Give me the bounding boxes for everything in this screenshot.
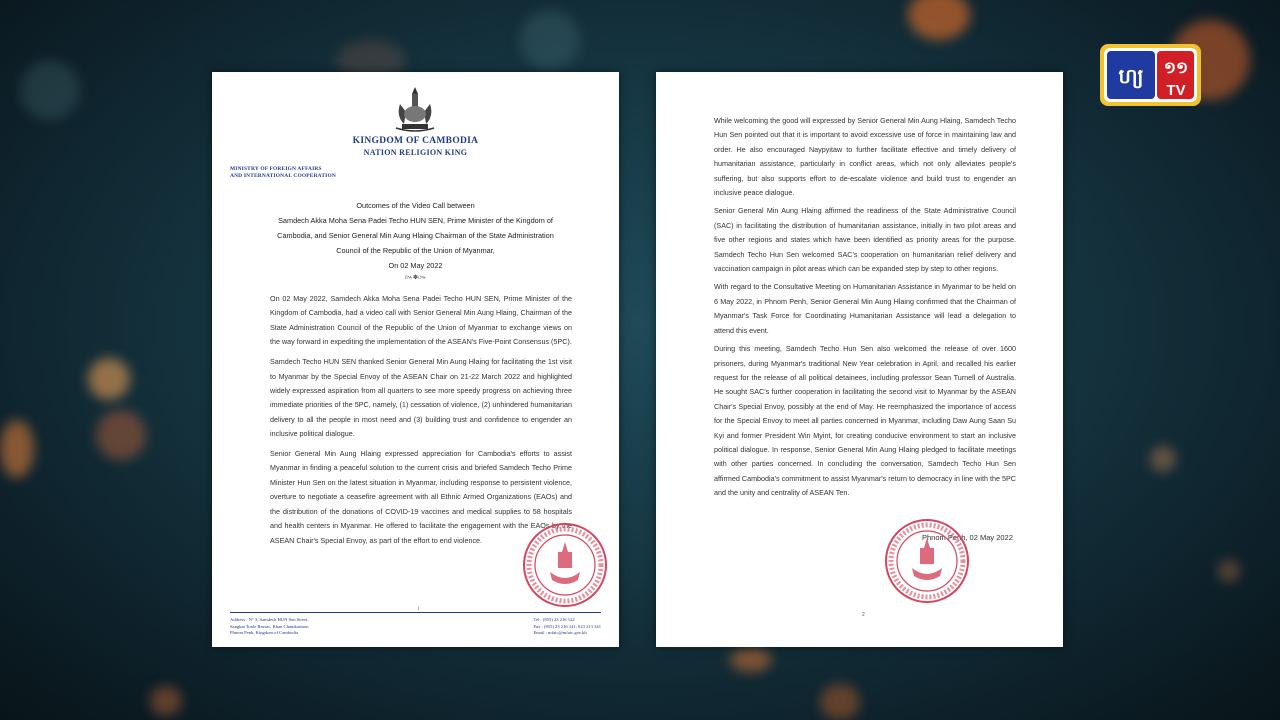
document-title (242, 198, 589, 273)
document-page-2 (656, 72, 1063, 647)
bokeh-light (730, 648, 772, 672)
bokeh-light (1218, 560, 1240, 582)
footer-contact (534, 617, 602, 637)
footer-line: Fax : (855) 23 216 141, 023 213 341 (533, 623, 601, 629)
logo-tv: TV (1166, 82, 1186, 99)
bokeh-light (1150, 446, 1176, 472)
title-line: On 02 May 2022 (388, 261, 443, 270)
paragraph: Senior General Min Aung Hlaing expressed appreciation for Cambodia's efforts to assist Myanmar in finding a peaceful solution to the current crisis and briefed Samdech Techo Prime Minister Hun Sen on the latest situation in Myanmar, including response to persistent violence, overture to negotiate a ceasefire agreement with all Ethnic Armed Organizations (EAOs) and the distribution of the donations of COVID-19 vaccines and medical supplies to 58 hospitals and health centers in Myanmar. He offered to facilitate the engagement with the EAOs by the ASEAN Chair's Special Envoy, as part of the effort to end violence. (270, 449, 572, 545)
bokeh-light (908, 0, 970, 40)
letterhead-footer (230, 607, 601, 637)
kingdom-motto: NATION RELIGION KING (363, 148, 468, 157)
body-text (714, 114, 1016, 505)
footer-line: Email : mfaic@mfaic.gov.kh (533, 630, 587, 636)
paragraph: While welcoming the good will expressed by Senior General Min Aung Hlaing, Samdech Techo Hun Sen pointed out that it is important to avoid excessive use of force in maintaining law and order. He also encouraged Naypyitaw to further facilitate effective and timely delivery of humanitarian assistance, particularly in conflict areas, which not only alleviates people's suffering, but also supports effort to de-escalate violence and build trust to engender an inclusive peace dialogue. (714, 116, 1016, 198)
kingdom-name: KINGDOM OF CAMBODIA (352, 136, 479, 146)
title-line: Cambodia, and Senior General Min Aung Hlaing Chairman of the State Administration (277, 231, 554, 240)
title-line: Samdech Akka Moha Sena Padei Techo HUN SEN, Prime Minister of the Kingdom of (278, 216, 553, 225)
footer-line: Sangkat Tonle Bassac, Khan Chamkarmon (230, 623, 309, 629)
footer-line: Phnom Penh, Kingdom of Cambodia (230, 630, 299, 636)
logo-khmer-text: ហ្យ (1118, 64, 1144, 88)
bokeh-light (820, 684, 860, 720)
bokeh-light (88, 358, 130, 400)
logo-number: ១១ (1163, 58, 1189, 77)
page-number: 1 (417, 607, 420, 613)
bokeh-light (150, 686, 182, 716)
paragraph: Senior General Min Aung Hlaing affirmed the readiness of the State Administrative Council (SAC) in facilitating the distribution of humanitarian assistance, initially in two pilot areas and five other regions and states which have been identified as priority areas for the purpose. Samdech Techo Hun Sen welcomed SAC's cooperation on humanitarian relief delivery and vaccination campaign in pilot areas which can be expanded step by step to other regions. (714, 206, 1016, 274)
title-line: Outcomes of the Video Call between (356, 201, 475, 210)
bokeh-light (96, 410, 146, 460)
title-ornament: ៚✽៚ (404, 275, 427, 281)
title-line: Council of the Republic of the Union of Myanmar, (336, 246, 495, 255)
channel-logo-icon (1099, 43, 1202, 107)
royal-emblem-icon (390, 84, 440, 134)
official-seal-icon (522, 522, 608, 608)
ministry-name (230, 166, 336, 180)
footer-line: Tel : (855) 23 216 122 (533, 617, 575, 623)
paragraph: During this meeting, Samdech Techo Hun Sen also welcomed the release of over 1600 prisoners, during Myanmar's traditional New Year celebration in April, and recalled his earlier request for the release of all political detainees, including professor Sean Turnell of Australia. He sought SAC's further cooperation in facilitating the second visit to Myanmar by the ASEAN Chair's Special Envoy, possibly at the end of May. He reemphasized the importance of access for the Special Envoy to meet all parties concerned in Myanmar, including Daw Aung Saan Su Kyi and former President Win Myint, for creating conducive environment to start an inclusive political dialogue. In response, Senior General Min Aung Hlaing pledged to facilitate meetings with other parties concerned. In concluding the conversation, Samdech Techo Hun Sen affirmed Cambodia's commitment to assist Myanmar's return to democracy in line with the 5PC and the unity and centrality of ASEAN Ten. (714, 344, 1016, 498)
bokeh-light (0, 420, 34, 478)
official-seal-icon (884, 518, 970, 604)
footer-line: Address : N° 3, Samdech HUN Sen Street, (230, 617, 309, 623)
paragraph: On 02 May 2022, Samdech Akka Moha Sena Padei Techo HUN SEN, Prime Minister of the Kingdom of Cambodia, had a video call with Senior General Min Aung Hlaing, Chairman of the State Administration Council of the Republic of the Union of Myanmar to exchange views on the way forward in expediting the implementation of the ASEAN's Five-Point Consensus (5PC). (270, 294, 572, 347)
bokeh-light (20, 60, 80, 120)
page-number: 2 (862, 612, 865, 618)
ministry-line: MINISTRY OF FOREIGN AFFAIRS (230, 166, 322, 172)
paragraph: With regard to the Consultative Meeting on Humanitarian Assistance in Myanmar to be held on 6 May 2022, in Phnom Penh, Senior General Min Aung Hlaing confirmed that the Chairman of Myanmar's Task Force for Coordinating Humanitarian Assistance will lead a delegation to attend this event. (714, 282, 1016, 335)
body-text (270, 292, 572, 553)
signing-date: Phnom Penh, 02 May 2022 (922, 533, 1013, 542)
ministry-line: AND INTERNATIONAL COOPERATION (230, 172, 336, 179)
bokeh-light (520, 10, 580, 70)
paragraph: Samdech Techo HUN SEN thanked Senior General Min Aung Hlaing for facilitating the 1st visit to Myanmar by the Special Envoy of the ASEAN Chair on 21-22 March 2022 and highlighted widely expressed aspiration from all quarters to see more speedy progress on achieving three immediate priorities of the 5PC, namely, (1) cessation of violence, (2) unhindered humanitarian delivery to all the people in most need and (3) building trust and confidence to engender an inclusive political dialogue. (270, 357, 572, 439)
document-page-1 (212, 72, 619, 647)
